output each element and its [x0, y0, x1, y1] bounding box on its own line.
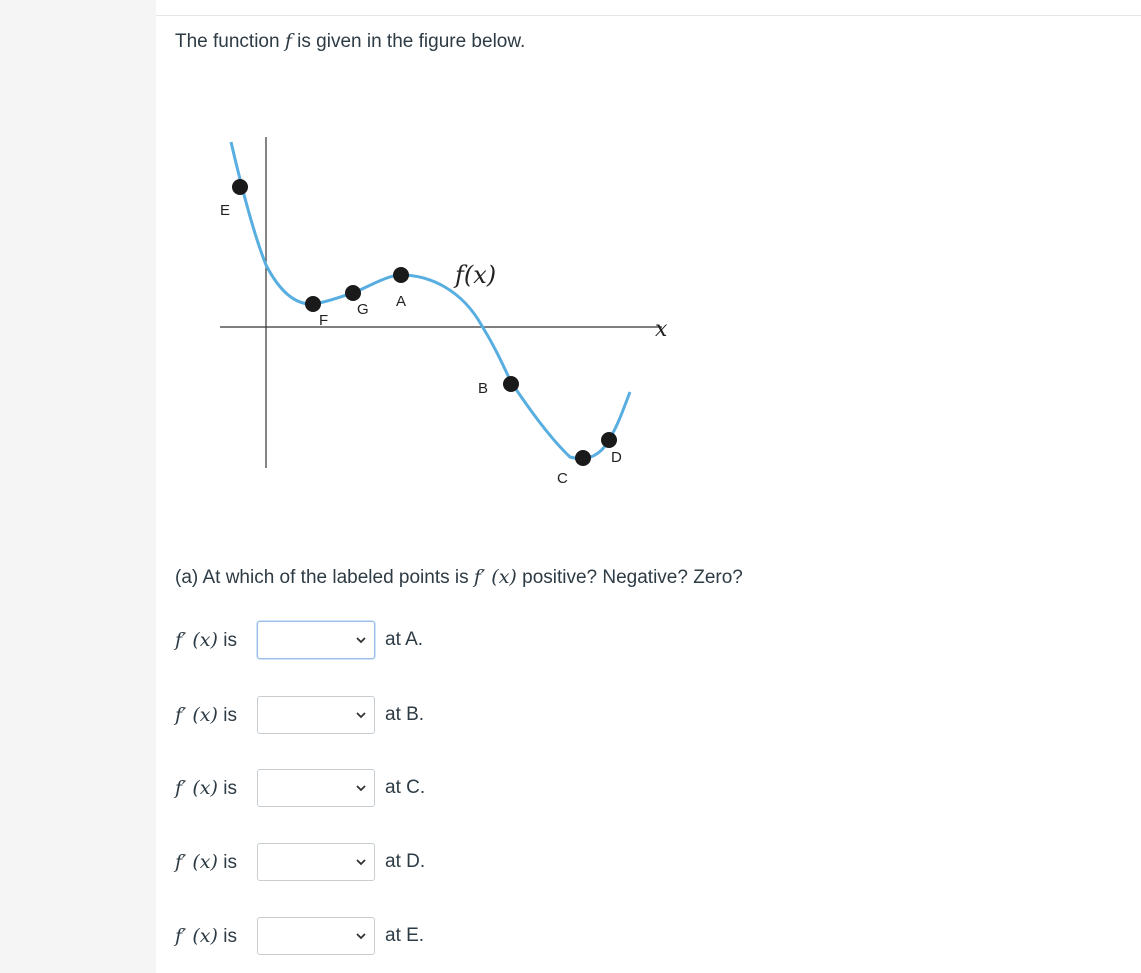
row-suffix: at E.: [385, 925, 425, 946]
row-label: [175, 925, 257, 948]
divider: [156, 15, 1141, 16]
curve: [231, 142, 630, 459]
row-suffix: at D.: [385, 851, 426, 872]
answer-row-c: [175, 768, 425, 808]
point-f: [305, 296, 321, 312]
chevron-down-icon: [354, 781, 368, 795]
question-text: [175, 566, 743, 589]
intro-prefix: The function: [175, 31, 285, 52]
point-d: [601, 432, 617, 448]
row-is: is: [217, 704, 237, 726]
row-label: [175, 777, 257, 800]
answer-select-d[interactable]: [257, 843, 375, 881]
row-expr: f′ (x): [175, 850, 218, 873]
row-is: is: [217, 851, 237, 873]
left-gutter: [0, 0, 156, 973]
answer-select-c[interactable]: [257, 769, 375, 807]
chevron-down-icon: [354, 708, 368, 722]
label-c: C: [557, 470, 568, 487]
chevron-down-icon: [354, 855, 368, 869]
row-suffix: at C.: [385, 777, 426, 798]
chevron-down-icon: [354, 929, 368, 943]
row-expr: f′ (x): [175, 924, 218, 947]
label-a: A: [396, 293, 407, 310]
row-expr: f′ (x): [175, 628, 218, 651]
row-suffix: at A.: [385, 629, 424, 650]
label-e: E: [220, 202, 231, 219]
answer-row-a: [175, 620, 423, 660]
axis-label: x: [655, 317, 668, 342]
row-expr: f′ (x): [175, 776, 218, 799]
row-label: [175, 851, 257, 874]
label-d: D: [611, 449, 622, 466]
intro-var: f: [284, 30, 292, 52]
point-b: [503, 376, 519, 392]
curve-label: f(x): [455, 261, 497, 289]
answer-row-b: [175, 695, 424, 735]
row-is: is: [217, 777, 237, 799]
label-g: G: [357, 301, 369, 318]
row-is: is: [217, 629, 237, 651]
answer-select-b[interactable]: [257, 696, 375, 734]
row-label: [175, 629, 257, 652]
point-g: [345, 285, 361, 301]
question-text-before: At which of the labeled points is: [198, 567, 474, 588]
row-suffix: at B.: [385, 704, 425, 725]
question-expr: f′ (x): [473, 566, 517, 588]
function-graph: [200, 120, 700, 500]
row-label: [175, 704, 257, 727]
point-e: [232, 179, 248, 195]
point-a: [393, 267, 409, 283]
chevron-down-icon: [354, 633, 368, 647]
label-f: F: [319, 312, 329, 329]
answer-select-e[interactable]: [257, 917, 375, 955]
row-is: is: [217, 925, 237, 947]
intro-suffix: is given in the figure below.: [291, 31, 526, 52]
intro-text: [175, 30, 525, 53]
answer-row-d: [175, 842, 425, 882]
question-text-after: positive? Negative? Zero?: [516, 567, 743, 588]
answer-select-a[interactable]: [257, 621, 375, 659]
point-c: [575, 450, 591, 466]
row-expr: f′ (x): [175, 703, 218, 726]
label-b: B: [478, 380, 489, 397]
question-part: (a): [175, 567, 199, 588]
answer-row-e: [175, 916, 424, 956]
